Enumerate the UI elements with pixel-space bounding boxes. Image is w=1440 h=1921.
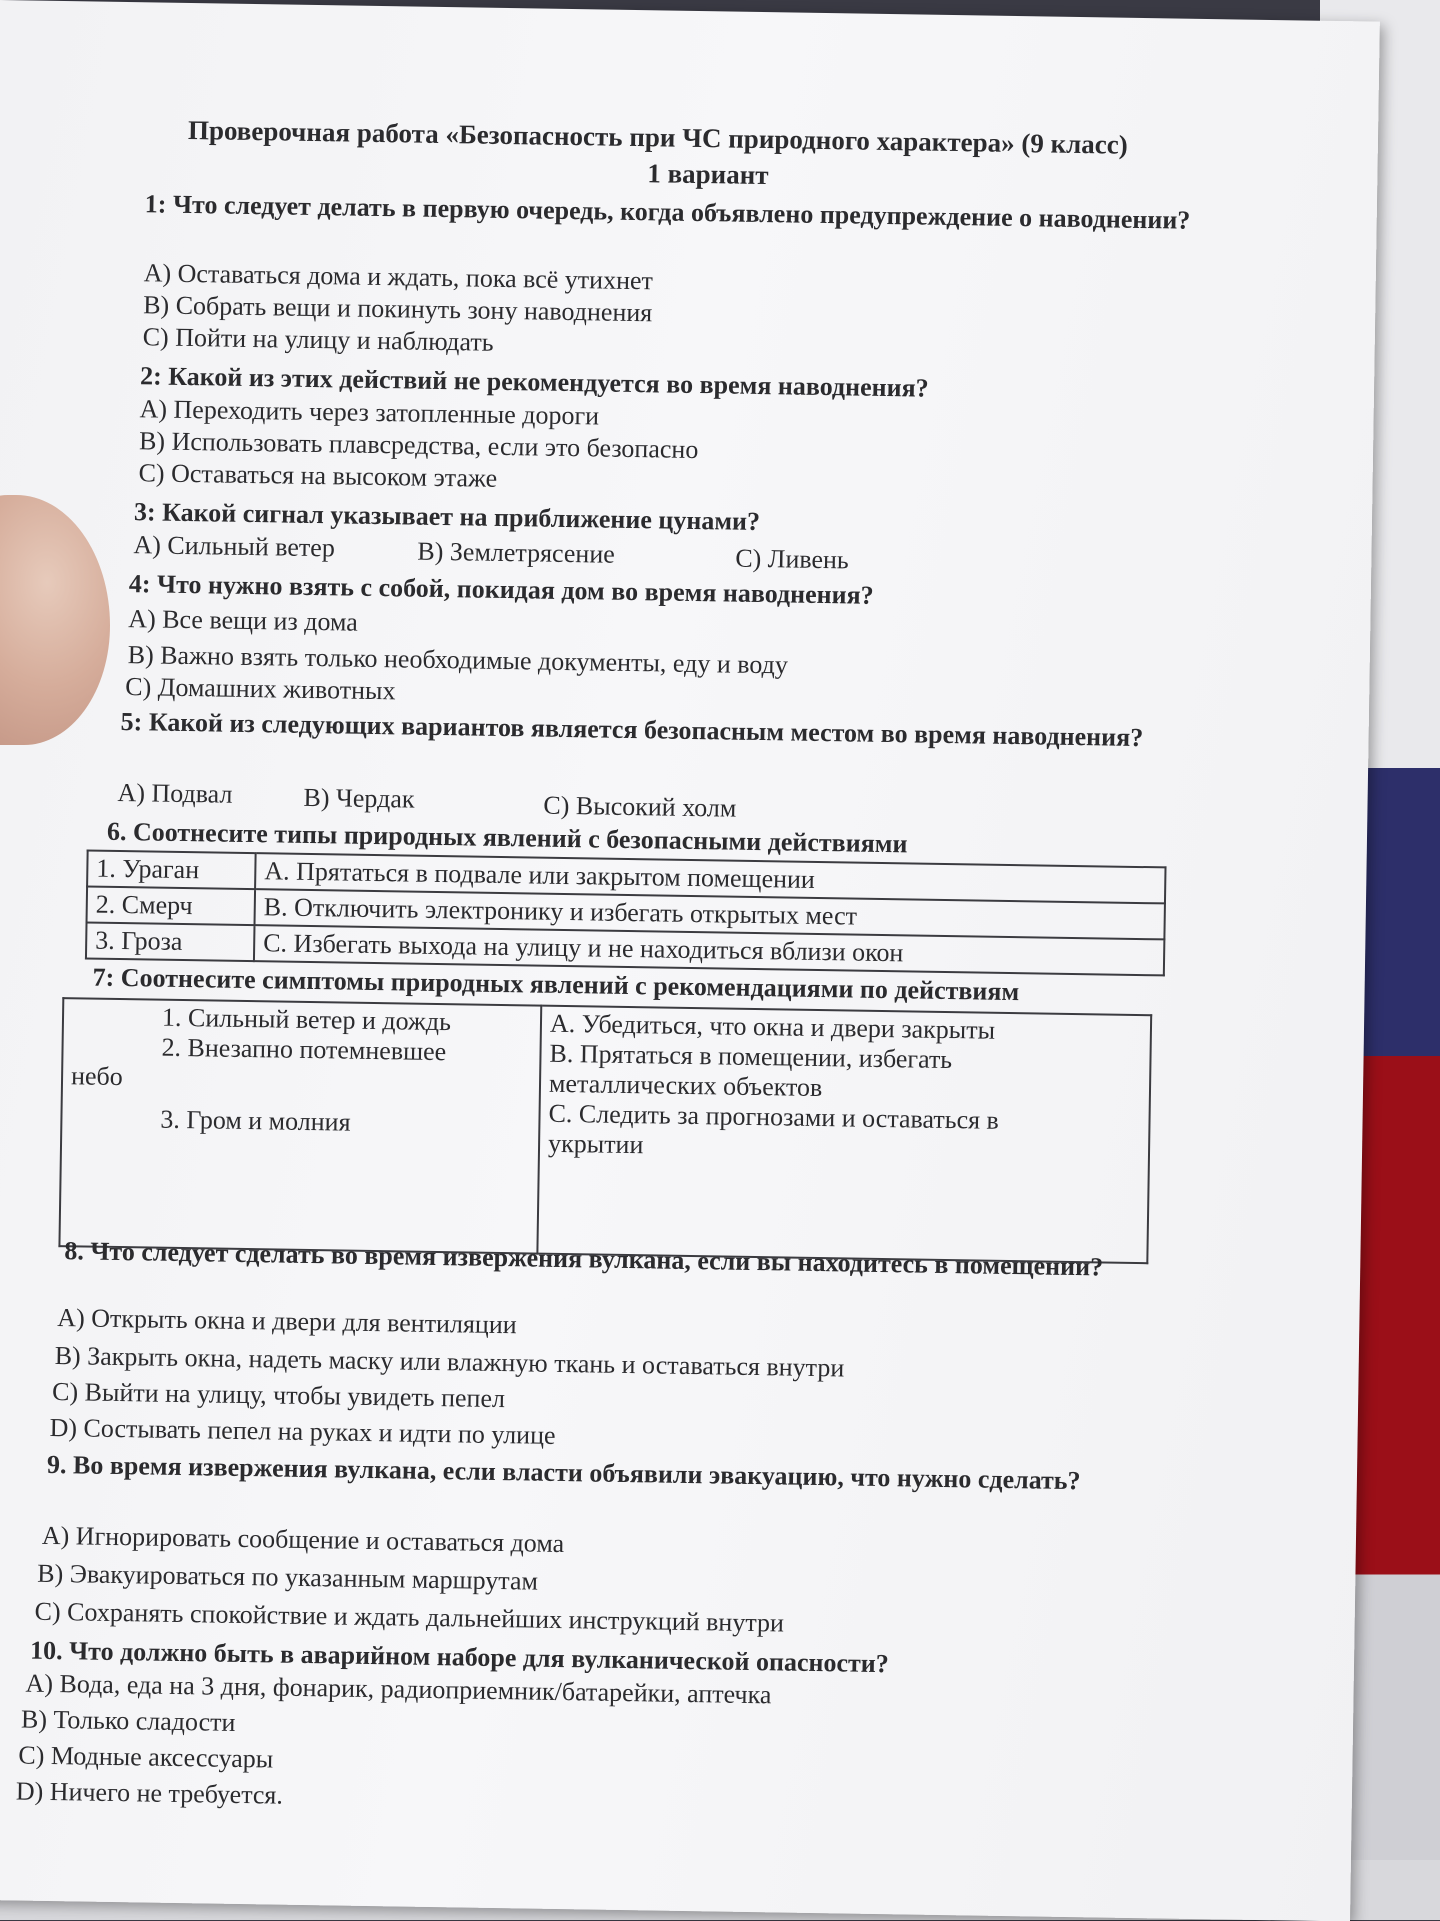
q10-answer-c: C) Модные аксессуары <box>18 1740 274 1774</box>
q10-answer-a: A) Вода, еда на 3 дня, фонарик, радиоприемник/батарейки, аптечка <box>25 1668 772 1710</box>
q10-answer-b: B) Только сладости <box>20 1704 236 1737</box>
q7-right-c-cont: укрытии <box>547 1128 644 1160</box>
table-row <box>59 998 1151 1263</box>
q8-answer-d: D) Состывать пепел на руках и идти по улице <box>49 1412 556 1450</box>
q7-left-2: 2. Внезапно потемневшее <box>161 1032 447 1067</box>
q1-answer-c: C) Пойти на улицу и наблюдать <box>142 322 494 357</box>
q7-left-cell <box>59 998 541 1253</box>
q3-answer-b: B) Землетрясение <box>417 536 616 569</box>
question-7: 7: Соотнесите симптомы природных явлений с рекомендациями по действиям <box>92 962 1020 1007</box>
q2-answer-a: A) Переходить через затопленные дороги <box>139 394 600 431</box>
q2-answer-c: C) Оставаться на высоком этаже <box>138 458 498 493</box>
q2-answer-b: B) Использовать плавсредства, если это безопасно <box>138 426 699 465</box>
q4-answer-c: C) Домашних животных <box>125 672 396 706</box>
q6-left-3: 3. Гроза <box>86 922 255 961</box>
q5-answer-b: B) Чердак <box>303 782 415 814</box>
q7-left-3: 3. Гром и молния <box>160 1104 351 1137</box>
q1-answer-b: B) Собрать вещи и покинуть зону наводнения <box>143 290 653 328</box>
q10-answer-d: D) Ничего не требуется. <box>15 1776 284 1810</box>
question-9: 9. Во время извержения вулкана, если власти объявили эвакуацию, что нужно сделать? <box>46 1449 1081 1496</box>
q7-left-1: 1. Сильный ветер и дождь <box>161 1002 452 1037</box>
worksheet-title: Проверочная работа «Безопасность при ЧС природного характера» (9 класс) <box>187 114 1129 160</box>
q1-answer-a: A) Оставаться дома и ждать, пока всё утихнет <box>143 258 654 296</box>
question-10: 10. Что должно быть в аварийном наборе для вулканической опасности? <box>29 1635 890 1679</box>
q7-right-b: B. Прятаться в помещении, избегать <box>549 1038 953 1075</box>
q3-answer-c: C) Ливень <box>735 543 850 575</box>
q8-answer-c: C) Выйти на улицу, чтобы увидеть пепел <box>51 1376 506 1414</box>
q6-left-2: 2. Смерч <box>87 886 256 925</box>
q7-right-a: A. Убедиться, что окна и двери закрыты <box>549 1008 996 1045</box>
q6-matching-table <box>85 849 1167 976</box>
q9-answer-c: C) Сохранять спокойствие и ждать дальнейших инструкций внутри <box>34 1596 785 1638</box>
question-2: 2: Какой из этих действий не рекомендуется во время наводнения? <box>139 361 929 403</box>
q7-right-c: C. Следить за прогнозами и оставаться в <box>548 1098 1000 1135</box>
question-5: 5: Какой из следующих вариантов является безопасным местом во время наводнения? <box>120 706 1144 753</box>
q7-left-2-cont: небо <box>70 1061 124 1092</box>
q3-answer-a: A) Сильный ветер <box>133 530 336 563</box>
q4-answer-b: B) Важно взять только необходимые документы, еду и воду <box>127 640 789 680</box>
q6-left-1: 1. Ураган <box>87 850 256 889</box>
q4-answer-a: A) Все вещи из дома <box>128 604 359 637</box>
question-4: 4: Что нужно взять с собой, покидая дом во время наводнения? <box>128 569 874 610</box>
q9-answer-b: B) Эвакуироваться по указанным маршрутам <box>37 1558 539 1596</box>
question-6: 6. Соотнесите типы природных явлений с безопасными действиями <box>106 816 908 859</box>
q5-answer-a: A) Подвал <box>117 777 233 809</box>
q7-right-b-cont: металлических объектов <box>548 1068 823 1103</box>
question-3: 3: Какой сигнал указывает на приближение цунами? <box>133 497 761 537</box>
q6-right-b: B. Отключить электронику и избегать открытых мест <box>255 889 1165 939</box>
variant-label: 1 вариант <box>647 158 769 191</box>
q9-answer-a: A) Игнорировать сообщение и оставаться дома <box>41 1520 565 1559</box>
q7-matching-table <box>58 997 1152 1264</box>
q8-answer-a: A) Открыть окна и двери для вентиляции <box>57 1303 517 1340</box>
q6-right-a: A. Прятаться в подвале или закрытом помещении <box>255 853 1165 903</box>
question-1: 1: Что следует делать в первую очередь, когда объявлено предупреждение о наводнении? <box>144 189 1191 235</box>
q5-answer-c: C) Высокий холм <box>543 790 737 823</box>
q8-answer-b: B) Закрыть окна, надеть маску или влажную ткань и оставаться внутри <box>54 1341 845 1383</box>
q6-right-c: C. Избегать выхода на улицу и не находиться вблизи окон <box>254 925 1164 975</box>
q7-right-cell <box>537 1006 1151 1264</box>
question-8: 8. Что следует сделать во время извержения вулкана, если вы находитесь в помещении? <box>64 1236 1104 1282</box>
